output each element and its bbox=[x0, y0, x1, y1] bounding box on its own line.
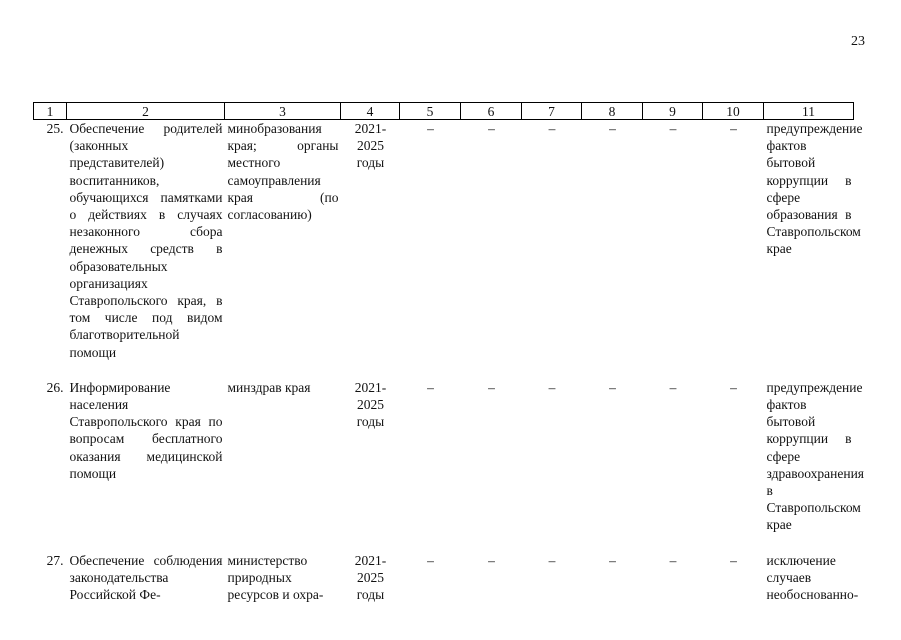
column-header-3: 3 bbox=[225, 103, 341, 120]
row-number: 27. bbox=[46, 552, 64, 568]
executor: минобразования края; органы местного самоуправления края (по согласованию) bbox=[227, 121, 339, 223]
table-row bbox=[34, 552, 854, 604]
table-row bbox=[34, 120, 854, 379]
measure-title: Обеспечение родителей (законных представителей) воспитанников, обучающихся памятками о действиях в случаях незаконного сбора денежных средств в образовательных организациях Ставропольского края, в том числе под видом благотворительной помощи bbox=[69, 121, 223, 360]
measure-title: Информирование населения Ставропольского края по вопросам бесплатного оказания медицинской помощи bbox=[69, 379, 223, 481]
column-header-11: 11 bbox=[764, 103, 854, 120]
dash: – bbox=[730, 552, 737, 568]
table-row bbox=[34, 379, 854, 552]
funding-cell bbox=[522, 120, 582, 379]
expected-result: исключение случаев необоснованно- bbox=[766, 552, 859, 603]
funding-cell bbox=[400, 120, 461, 379]
dash: – bbox=[609, 552, 616, 568]
column-header-8: 8 bbox=[582, 103, 643, 120]
column-header-9: 9 bbox=[643, 103, 703, 120]
executor: министерство природных ресурсов и охра- bbox=[227, 552, 324, 603]
period: 2021-2025 годы bbox=[354, 552, 387, 603]
funding-cell bbox=[703, 120, 764, 379]
row-number: 26. bbox=[46, 379, 64, 395]
dash: – bbox=[609, 121, 616, 136]
column-header-4: 4 bbox=[341, 103, 400, 120]
dash: – bbox=[488, 379, 495, 395]
period: 2021-2025 годы bbox=[354, 121, 387, 171]
period: 2021-2025 годы bbox=[354, 379, 387, 430]
funding-cell bbox=[461, 552, 522, 604]
funding-cell bbox=[400, 379, 461, 552]
column-header-5: 5 bbox=[400, 103, 461, 120]
dash: – bbox=[609, 379, 616, 395]
funding-cell bbox=[703, 379, 764, 552]
executor: минздрав края bbox=[227, 379, 311, 395]
column-header-6: 6 bbox=[461, 103, 522, 120]
funding-cell bbox=[643, 552, 703, 604]
dash: – bbox=[730, 121, 737, 136]
plan-table bbox=[33, 102, 865, 603]
funding-cell bbox=[461, 120, 522, 379]
dash: – bbox=[669, 121, 677, 136]
dash: – bbox=[730, 379, 737, 395]
measure-title: Обеспечение соблюдения законодательства Российской Фе- bbox=[69, 552, 223, 603]
dash: – bbox=[669, 552, 677, 568]
funding-cell bbox=[582, 552, 643, 604]
dash: – bbox=[427, 552, 434, 568]
page-number: 23 bbox=[851, 34, 865, 49]
dash: – bbox=[427, 121, 434, 136]
dash: – bbox=[548, 121, 556, 136]
column-header-7: 7 bbox=[522, 103, 582, 120]
dash: – bbox=[669, 379, 677, 395]
funding-cell bbox=[522, 379, 582, 552]
funding-cell bbox=[703, 552, 764, 604]
dash: – bbox=[548, 552, 556, 568]
column-header-2: 2 bbox=[67, 103, 225, 120]
funding-cell bbox=[522, 552, 582, 604]
dash: – bbox=[488, 552, 495, 568]
column-header-10: 10 bbox=[703, 103, 764, 120]
dash: – bbox=[427, 379, 434, 395]
funding-cell bbox=[643, 379, 703, 552]
row-number: 25. bbox=[46, 121, 64, 136]
funding-cell bbox=[461, 379, 522, 552]
column-number-row bbox=[34, 103, 854, 120]
funding-cell bbox=[582, 120, 643, 379]
expected-result: предупреждение фактов бытовой коррупции в сфере образования в Ставропольском крае bbox=[766, 121, 863, 257]
dash: – bbox=[548, 379, 556, 395]
funding-cell bbox=[582, 379, 643, 552]
column-header-1: 1 bbox=[34, 103, 67, 120]
dash: – bbox=[488, 121, 495, 136]
funding-cell bbox=[400, 552, 461, 604]
funding-cell bbox=[643, 120, 703, 379]
expected-result: предупреждение фактов бытовой коррупции в сфере здравоохранения в Ставропольском крае bbox=[766, 379, 865, 533]
